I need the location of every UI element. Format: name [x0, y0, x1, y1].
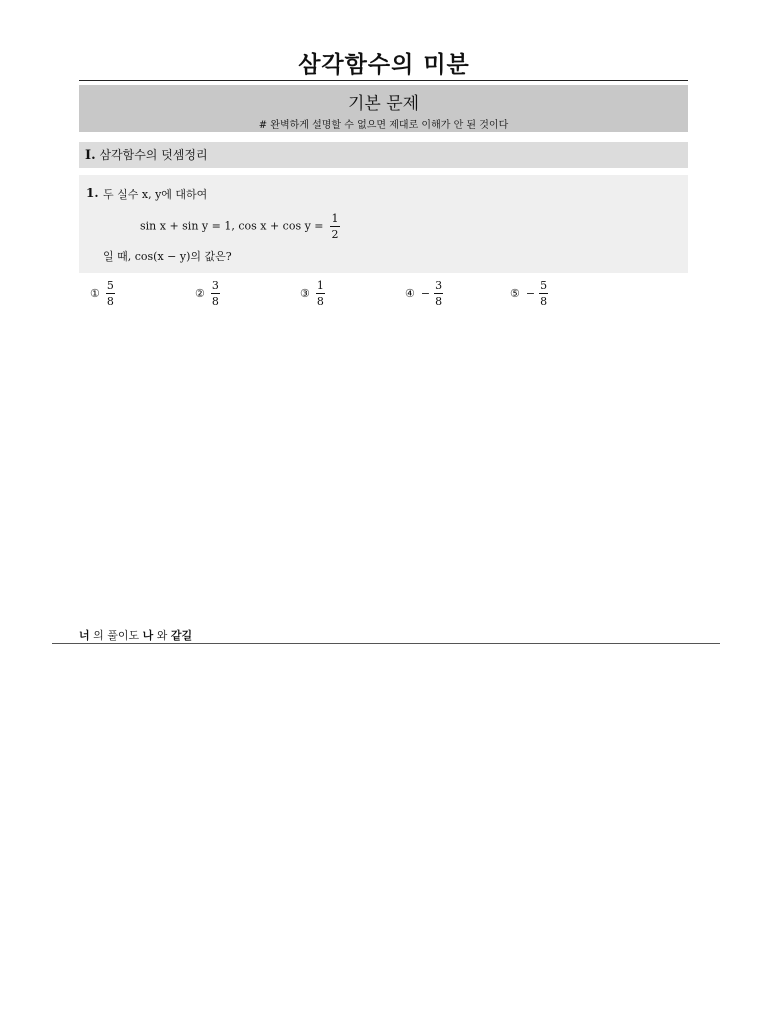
banner-subtitle: # 완벽하게 설명할 수 없으면 제대로 이해가 안 된 것이다 [258, 120, 509, 131]
fraction-bar [330, 226, 340, 227]
choice-numerator: 3 [435, 279, 443, 292]
answer-choice-4[interactable] [405, 279, 443, 308]
page-title: 삼각함수의 미분 [298, 52, 470, 78]
choice-marker: ⑤ [510, 287, 520, 300]
formula-fraction-denominator: 2 [331, 228, 339, 241]
footer-text-2: 와 [153, 629, 171, 642]
choice-marker: ② [195, 287, 205, 300]
problem-number: 1. [86, 186, 99, 200]
answer-choice-2[interactable] [195, 279, 220, 308]
fraction-bar [539, 293, 548, 294]
choice-denominator: 8 [540, 295, 548, 308]
footer-word-me: 나 [142, 629, 154, 642]
answer-choice-3[interactable] [300, 279, 325, 308]
problem-question: 일 때, cos(x − y)의 값은? [103, 250, 232, 263]
section-label: 삼각함수의 덧셈정리 [99, 148, 208, 162]
problem-intro: 두 실수 x, y에 대하여 [103, 188, 208, 201]
choice-numerator: 3 [211, 279, 219, 292]
choice-marker: ③ [300, 287, 310, 300]
choice-denominator: 8 [316, 295, 324, 308]
footer-text-1: 의 풀이도 [89, 629, 143, 642]
formula-expression: sin x + sin y = 1, cos x + cos y = [140, 219, 324, 233]
choice-sign: − [420, 287, 431, 300]
choice-denominator: 8 [211, 295, 219, 308]
footer-word-same: 같길 [170, 629, 193, 642]
header-banner [79, 85, 688, 132]
choice-fraction [434, 279, 443, 308]
choice-marker: ① [90, 287, 100, 300]
choice-fraction [316, 279, 325, 308]
fraction-bar [106, 293, 115, 294]
answer-choice-1[interactable] [90, 279, 115, 308]
title-divider [79, 80, 688, 81]
section-number: I. [85, 148, 96, 163]
choice-denominator: 8 [106, 295, 114, 308]
fraction-bar [316, 293, 325, 294]
banner-title: 기본 문제 [347, 94, 420, 114]
choice-denominator: 8 [435, 295, 443, 308]
choice-fraction [211, 279, 220, 308]
formula-fraction [330, 212, 340, 241]
choice-numerator: 1 [316, 279, 324, 292]
fraction-bar [211, 293, 220, 294]
choice-fraction [539, 279, 548, 308]
choice-sign: − [525, 287, 536, 300]
formula-fraction-numerator: 1 [331, 212, 339, 225]
problem-formula [140, 212, 340, 241]
choice-numerator: 5 [540, 279, 548, 292]
footer-word-you: 너 [79, 629, 90, 642]
choice-numerator: 5 [106, 279, 114, 292]
footer-divider [52, 643, 720, 644]
fraction-bar [434, 293, 443, 294]
problem-box [79, 175, 688, 273]
choice-marker: ④ [405, 287, 415, 300]
answer-choice-5[interactable] [510, 279, 548, 308]
section-header [79, 142, 688, 168]
choice-fraction [106, 279, 115, 308]
footer-motto [79, 627, 192, 643]
